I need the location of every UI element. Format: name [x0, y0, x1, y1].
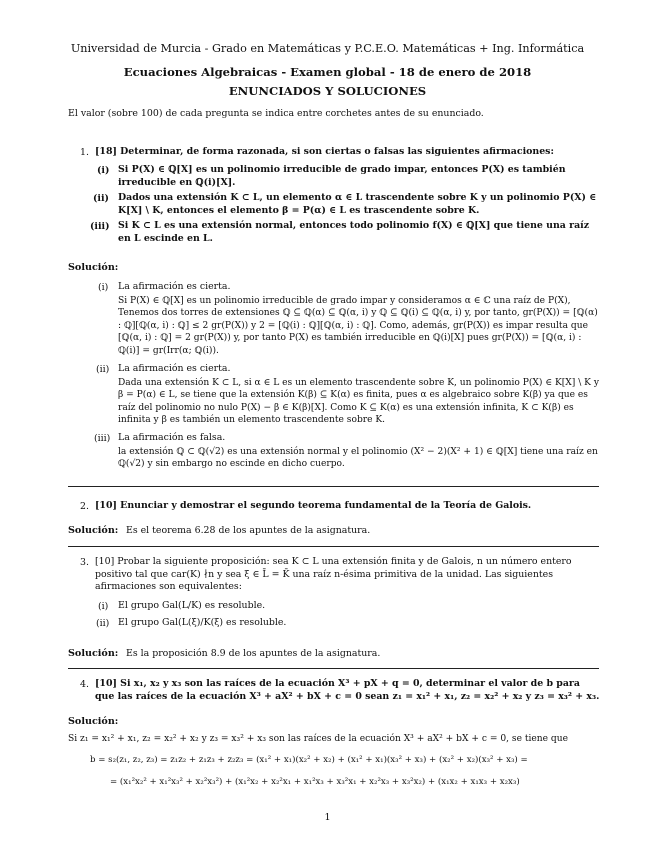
- q1-solution-label-item: (ii): [96, 364, 110, 375]
- section-divider: [68, 546, 599, 547]
- q2-solution-label: Solución:: [68, 525, 119, 536]
- q3-item-text: El grupo Gal(L/K) es resoluble.: [118, 600, 266, 611]
- q4-equation-line-2: = (x₁²x₂² + x₁²x₃² + x₂²x₃²) + (x₁²x₂ + x₂²x₁ + x₁²x₃ + x₃²x₁ + x₂²x₃ + x₃²x₂) + (x₁x₂ + x₁x₃ + x₂x₃): [110, 777, 520, 787]
- q1-item-text: Dados una extensión K ⊂ L, un elemento α ∈ L trascendente sobre K y un polinomio P(X) ∈ K[X] \ K, entonces el elemento β = P(α) ∈ L es trascendente sobre K.: [118, 192, 597, 216]
- grading-note: El valor (sobre 100) de cada pregunta se indica entre corchetes antes de su enunciado.: [68, 108, 484, 119]
- q1-item-text: Si P(X) ∈ ℚ[X] es un polinomio irreducible de grado impar, entonces P(X) es también irreducible en ℚ(i)[X].: [118, 164, 566, 188]
- q3-solution-text: Es la proposición 8.9 de los apuntes de la asignatura.: [126, 648, 381, 659]
- q1-item-text: Si K ⊂ L es una extensión normal, entonces todo polinomio f(X) ∈ ℚ[X] que tiene una raíz en L escinde en L.: [118, 220, 590, 244]
- q3-solution-label: Solución:: [68, 648, 119, 659]
- q1-item-label: (i): [97, 165, 110, 176]
- section-divider: [68, 668, 599, 669]
- question-3-statement: [10] Probar la siguiente proposición: sea K ⊂ L una extensión finita y de Galois, n un número entero positivo tal que car(K) ∤n y sea ξ ∈ L̄ = K̄ una raíz n-ésima primitiva de la unidad. Las siguientes afirmaciones son equivalentes:: [95, 556, 572, 593]
- exam-title: Ecuaciones Algebraicas - Examen global - 18 de enero de 2018: [123, 65, 532, 79]
- question-3-number: 3.: [80, 557, 89, 568]
- q1-item-label: (ii): [93, 193, 109, 204]
- q3-item-label: (ii): [96, 618, 110, 629]
- q1-solution-text: la extensión ℚ ⊂ ℚ(√2) es una extensión normal y el polinomio (X² − 2)(X² + 1) ∈ ℚ[X] tiene una raíz en ℚ(√2) y sin embargo no escinde en dicho cuerpo.: [118, 447, 598, 470]
- q1-solution-text: Dada una extensión K ⊂ L, si α ∈ L es un elemento trascendente sobre K, un polinomio P(X) ∈ K[X] \ K y β = P(α) ∈ L, se tiene que la extensión K(β) ⊆ K(α) es finita, pues α es algebraico sobre K(β) ya que es raíz del polinomio no nulo P(X) − β ∈ K(β)[X]. Como K ⊆ K(α) es una extensión infinita, K ⊂ K(β) es infinita y β es también un elemento trascendente sobre K.: [118, 378, 599, 426]
- q1-item-label: (iii): [90, 221, 110, 232]
- question-4-number: 4.: [80, 679, 89, 690]
- section-divider: [68, 486, 599, 487]
- document-subtitle: ENUNCIADOS Y SOLUCIONES: [228, 84, 427, 98]
- q1-solution-lead: La afirmación es cierta.: [118, 363, 231, 374]
- institution-header: Universidad de Murcia - Grado en Matemáticas y P.C.E.O. Matemáticas + Ing. Informática: [70, 42, 585, 55]
- q1-solution-label-item: (i): [98, 282, 109, 293]
- q1-solution-text: Si P(X) ∈ ℚ[X] es un polinomio irreducible de grado impar y consideramos α ∈ ℂ una raíz de P(X), Tenemos dos torres de extensiones ℚ ⊆ ℚ(α) ⊆ ℚ(α, i) y ℚ ⊆ ℚ(i) ⊆ ℚ(α, i) y, por tanto, gr(P(X)) = [ℚ(α) : ℚ][ℚ(α, i) : ℚ] ≤ 2 gr(P(X)) y 2 = [ℚ(i) : ℚ][ℚ(α, i) : ℚ]. Como, además, gr(P(X)) es impar resulta que [ℚ(α, i) : ℚ] = 2 gr(P(X)) y, por tanto P(X) es también irreducible en ℚ(i)[X] pues gr(P(X)) = [ℚ(α, i) : ℚ(i)] = gr(Irr(α; ℚ(i)).: [118, 296, 598, 356]
- q1-solution-label: Solución:: [68, 262, 119, 273]
- q3-item-text: El grupo Gal(L(ξ)/K(ξ) es resoluble.: [118, 617, 287, 628]
- question-2-number: 2.: [80, 501, 89, 512]
- q3-item-label: (i): [98, 601, 109, 612]
- q2-solution-text: Es el teorema 6.28 de los apuntes de la asignatura.: [126, 525, 371, 536]
- question-1-number: 1.: [80, 147, 89, 158]
- q4-equation-line-1: b = s₂(z₁, z₂, z₃) = z₁z₂ + z₁z₃ + z₂z₃ = (x₁² + x₁)(x₂² + x₂) + (x₁² + x₁)(x₃² + x₃) + (x₂² + x₂)(x₃² + x₃) =: [90, 755, 528, 765]
- q1-solution-label-item: (iii): [94, 433, 111, 444]
- q4-solution-label: Solución:: [68, 716, 119, 727]
- q4-solution-intro: Si z₁ = x₁² + x₁, z₂ = x₂² + x₂ y z₃ = x₃² + x₃ son las raíces de la ecuación X³ + aX² + bX + c = 0, se tiene que: [68, 734, 568, 744]
- q1-solution-lead: La afirmación es cierta.: [118, 281, 231, 292]
- q1-solution-lead: La afirmación es falsa.: [118, 432, 226, 443]
- question-2-statement: [10] Enunciar y demostrar el segundo teorema fundamental de la Teoría de Galois.: [95, 500, 532, 511]
- question-4-statement: [10] Si x₁, x₂ y x₃ son las raíces de la ecuación X³ + pX + q = 0, determinar el valor de b para que las raíces de la ecuación X³ + aX² + bX + c = 0 sean z₁ = x₁² + x₁, z₂ = x₂² + x₂ y z₃ = x₃² + x₃.: [95, 678, 600, 702]
- question-1-statement: [18] Determinar, de forma razonada, si son ciertas o falsas las siguientes afirmaciones:: [95, 146, 554, 157]
- page-number: 1: [324, 812, 331, 823]
